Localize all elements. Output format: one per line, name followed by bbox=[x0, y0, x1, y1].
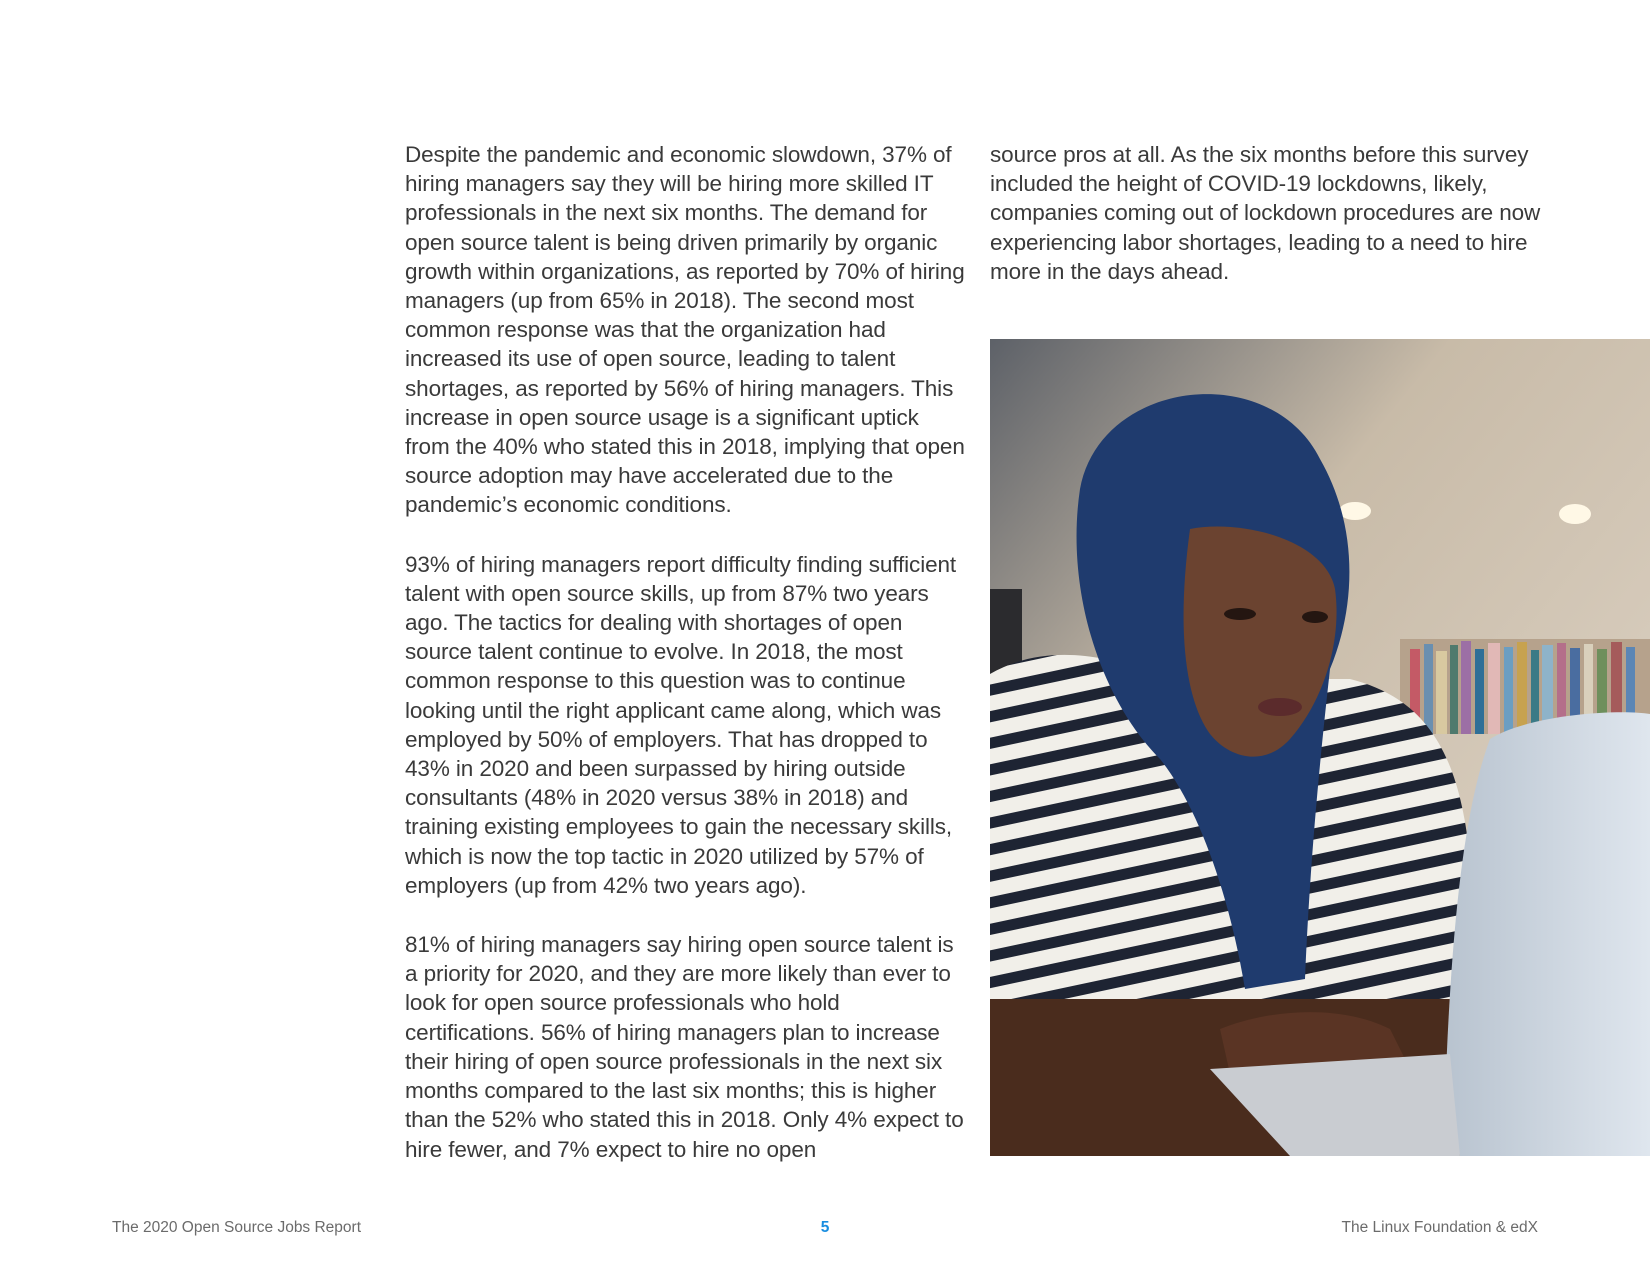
body-paragraph: 81% of hiring managers say hiring open source talent is a priority for 2020, and they are more likely than ever to look for open source professionals who hold certifications. 56% of hiring managers plan to increase their hiring of open source professionals in the next six months compared to the last six months; this is higher than the 52% who stated this in 2018. Only 4% expect to hire fewer, and 7% expect to hire no open bbox=[405, 932, 964, 1162]
photo-woman-at-laptop bbox=[990, 339, 1650, 1156]
footer-publisher: The Linux Foundation & edX bbox=[1341, 1219, 1538, 1236]
photo-illustration bbox=[990, 339, 1650, 1156]
left-text-column bbox=[405, 140, 965, 1194]
body-paragraph: Despite the pandemic and economic slowdown, 37% of hiring managers say they will be hiring more skilled IT professionals in the next six months. The demand for open source talent is being driven primarily by organic growth within organizations, as reported by 70% of hiring managers (up from 65% in 2018). The second most common response was that the organization had increased its use of open source, leading to talent shortages, as reported by 56% of hiring managers. This increase in open source usage is a significant uptick from the 40% who stated this in 2018, implying that open source adoption may have accelerated due to the pandemic’s economic conditions. bbox=[405, 142, 965, 518]
body-paragraph: 93% of hiring managers report difficulty finding sufficient talent with open source skills, up from 87% two years ago. The tactics for dealing with shortages of open source talent continue to evolve. In 2018, the most common response to this question was to continue looking until the right applicant came along, which was employed by 50% of employers. That has dropped to 43% in 2020 and been surpassed by hiring outside consultants (48% in 2020 versus 38% in 2018) and training existing employees to gain the necessary skills, which is now the top tactic in 2020 utilized by 57% of employers (up from 42% two years ago). bbox=[405, 551, 957, 898]
footer-report-title: The 2020 Open Source Jobs Report bbox=[112, 1219, 362, 1236]
right-text-column bbox=[990, 140, 1550, 316]
page-number: 5 bbox=[820, 1219, 830, 1236]
body-paragraph: source pros at all. As the six months before this survey included the height of COVID-19 lockdowns, likely, companies coming out of lockdown procedures are now experiencing labor shortages, leading to a need to hire more in the days ahead. bbox=[990, 142, 1541, 284]
